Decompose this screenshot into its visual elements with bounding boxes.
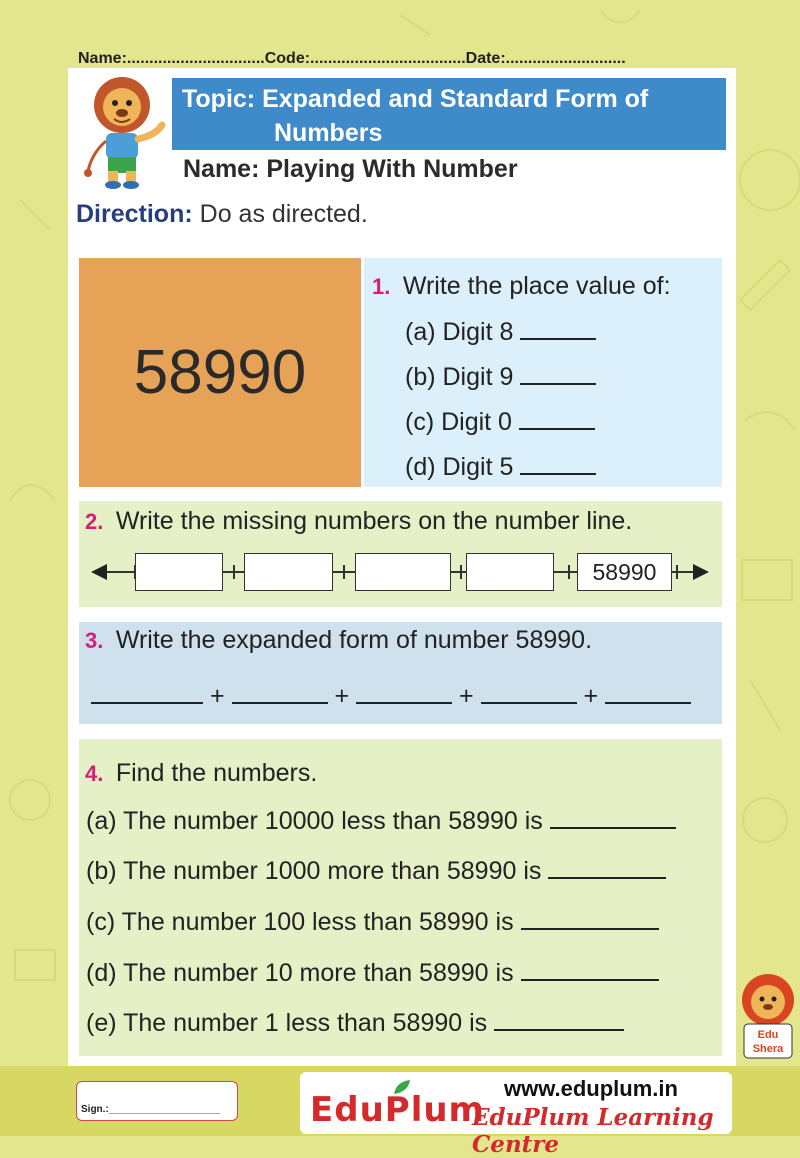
answer-blank[interactable] (548, 857, 666, 879)
name-label: Name: (78, 50, 127, 67)
brand-box (300, 1072, 732, 1158)
eduplum-logo: EduPlum (310, 1090, 485, 1130)
list-item (405, 310, 722, 355)
question-3 (79, 622, 722, 724)
answer-blank[interactable] (521, 959, 659, 981)
list-item (86, 908, 659, 937)
plus-sign: + (583, 682, 599, 710)
item-label: (e) The number 1 less than 58990 is (86, 1009, 488, 1037)
list-item (86, 959, 659, 988)
date-field[interactable]: ........................... (505, 50, 626, 67)
answer-blank[interactable] (481, 682, 577, 704)
learning-centre-text: EduPlum Learning Centre (472, 1104, 714, 1158)
item-label: (b) Digit 9 (405, 363, 514, 391)
plus-sign: + (334, 682, 350, 710)
answer-blank[interactable] (232, 682, 328, 704)
answer-blank[interactable] (521, 908, 659, 930)
code-field[interactable]: ................................... (310, 50, 466, 67)
edu-shera-badge-icon (738, 972, 798, 1064)
date-label: Date: (465, 50, 506, 67)
list-item (405, 355, 722, 400)
topic-line-1: Topic: Expanded and Standard Form of (182, 85, 649, 113)
answer-blank[interactable] (494, 1009, 624, 1031)
item-label: (d) Digit 5 (405, 453, 514, 481)
answer-blank[interactable] (519, 408, 595, 430)
list-item (405, 445, 722, 490)
item-label: (c) The number 100 less than 58990 is (86, 908, 514, 936)
answer-blank[interactable] (520, 318, 596, 340)
answer-blank[interactable] (520, 363, 596, 385)
list-item (86, 807, 676, 836)
direction-text: Do as directed. (192, 200, 368, 228)
direction (76, 200, 368, 229)
number-line-blank[interactable] (135, 553, 223, 591)
question-text: Find the numbers. (115, 759, 318, 787)
number-line-value: 58990 (577, 553, 672, 591)
question-1 (364, 258, 722, 487)
question-number: 2. (85, 509, 104, 534)
name-field[interactable]: ............................... (126, 50, 265, 67)
plus-sign: + (458, 682, 474, 710)
answer-blank[interactable] (91, 682, 203, 704)
list-item (86, 1009, 624, 1038)
answer-blank[interactable] (605, 682, 691, 704)
number-line-blank[interactable] (355, 553, 451, 591)
expanded-form-row (91, 682, 691, 711)
signature-box[interactable]: Sign.:____________________ (76, 1081, 238, 1121)
item-label: (c) Digit 0 (405, 408, 512, 436)
number-line-blank[interactable] (244, 553, 333, 591)
question-number: 1. (372, 274, 391, 299)
answer-blank[interactable] (356, 682, 452, 704)
item-label: (a) Digit 8 (405, 318, 514, 346)
item-label: (d) The number 10 more than 58990 is (86, 959, 514, 987)
number-line-blank[interactable] (466, 553, 554, 591)
item-label: (a) The number 10000 less than 58990 is (86, 807, 543, 835)
big-number-box: 58990 (79, 258, 361, 487)
leaf-icon (390, 1076, 414, 1096)
number-line (79, 551, 722, 601)
code-label: Code: (264, 50, 311, 67)
list-item (405, 400, 722, 445)
question-text: Write the expanded form of number 58990. (115, 626, 593, 654)
svg-text:Shera: Shera (752, 1043, 784, 1055)
topic-banner (172, 78, 726, 150)
answer-blank[interactable] (520, 453, 596, 475)
question-text: Write the missing numbers on the number line. (115, 507, 633, 535)
question-text: Write the place value of: (402, 272, 671, 300)
worksheet-name: Name: Playing With Number (183, 155, 518, 183)
student-info-line (78, 50, 728, 70)
website-link[interactable]: www.eduplum.in (504, 1076, 678, 1101)
direction-label: Direction: (76, 200, 193, 228)
item-label: (b) The number 1000 more than 58990 is (86, 857, 542, 885)
list-item (86, 857, 666, 886)
plus-sign: + (209, 682, 225, 710)
svg-text:Edu: Edu (757, 1029, 779, 1041)
question-2 (79, 501, 722, 607)
lion-mascot-icon (80, 75, 170, 190)
question-4 (79, 739, 722, 1056)
topic-line-2: Numbers (274, 119, 383, 147)
answer-blank[interactable] (550, 807, 676, 829)
question-number: 3. (85, 628, 104, 653)
question-number: 4. (85, 761, 104, 786)
